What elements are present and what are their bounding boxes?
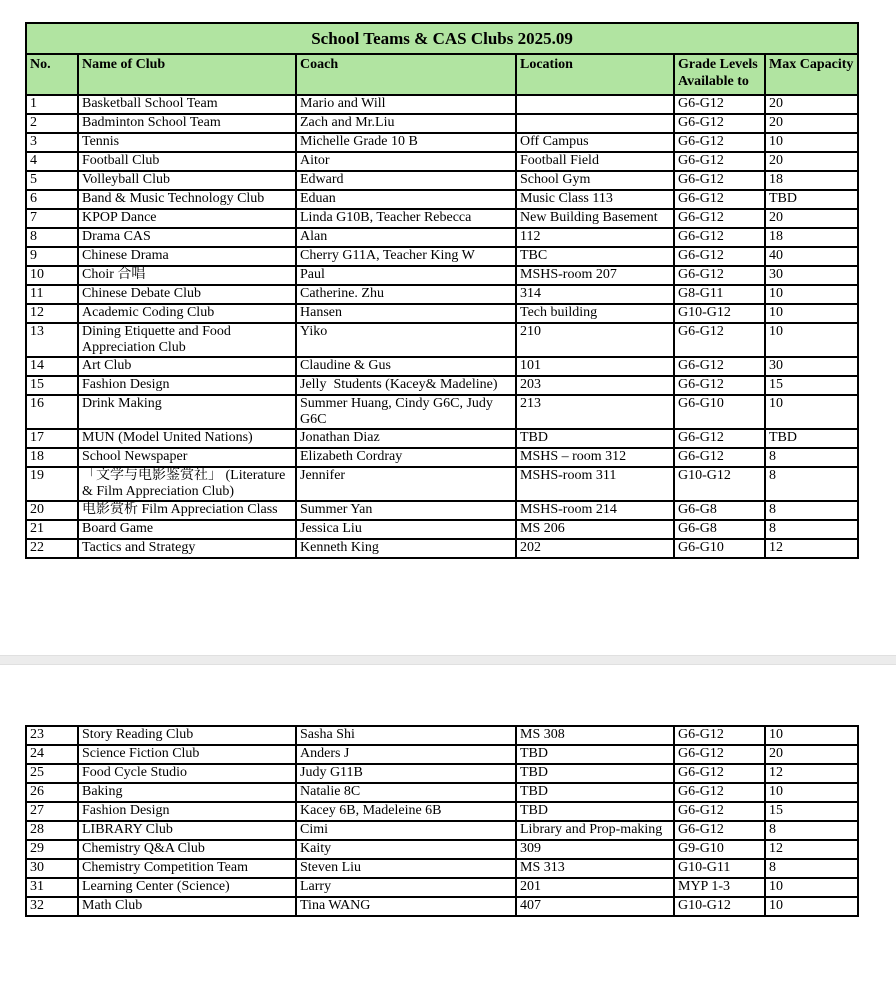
table-row bbox=[26, 726, 858, 745]
cell-coach: Jessica Liu bbox=[296, 520, 516, 539]
cell-capacity: 10 bbox=[765, 323, 858, 357]
cell-grades: G6-G12 bbox=[674, 764, 765, 783]
cell-coach: Michelle Grade 10 B bbox=[296, 133, 516, 152]
cell-grades: G6-G12 bbox=[674, 133, 765, 152]
cell-location: 309 bbox=[516, 840, 674, 859]
cell-capacity: 18 bbox=[765, 171, 858, 190]
cell-name: 电影赏析 Film Appreciation Class bbox=[78, 501, 296, 520]
cell-grades: G6-G12 bbox=[674, 448, 765, 467]
table-row bbox=[26, 520, 858, 539]
cell-no: 11 bbox=[26, 285, 78, 304]
cell-coach: Hansen bbox=[296, 304, 516, 323]
cell-name: School Newspaper bbox=[78, 448, 296, 467]
cell-coach: Sasha Shi bbox=[296, 726, 516, 745]
cell-name: KPOP Dance bbox=[78, 209, 296, 228]
cell-name: Chemistry Q&A Club bbox=[78, 840, 296, 859]
cell-no: 3 bbox=[26, 133, 78, 152]
cell-grades: G6-G12 bbox=[674, 821, 765, 840]
cell-no: 14 bbox=[26, 357, 78, 376]
table-row bbox=[26, 802, 858, 821]
cell-location: Library and Prop-making bbox=[516, 821, 674, 840]
table-title-row bbox=[26, 23, 858, 54]
table-row bbox=[26, 357, 858, 376]
cell-location: MS 313 bbox=[516, 859, 674, 878]
table-row bbox=[26, 228, 858, 247]
column-header-location: Location bbox=[516, 54, 674, 95]
cell-coach: Edward bbox=[296, 171, 516, 190]
cell-location: MSHS-room 214 bbox=[516, 501, 674, 520]
cell-name: Board Game bbox=[78, 520, 296, 539]
table-row bbox=[26, 539, 858, 558]
table-body-page2 bbox=[26, 726, 858, 916]
cell-coach: Eduan bbox=[296, 190, 516, 209]
cell-capacity: 30 bbox=[765, 266, 858, 285]
cell-capacity: 8 bbox=[765, 520, 858, 539]
cell-capacity: 8 bbox=[765, 448, 858, 467]
cell-capacity: 10 bbox=[765, 133, 858, 152]
cell-name: 「文学与电影鉴赏社」 (Literature & Film Appreciation Club) bbox=[78, 467, 296, 501]
cell-name: LIBRARY Club bbox=[78, 821, 296, 840]
cell-capacity: 12 bbox=[765, 539, 858, 558]
cell-grades: G6-G8 bbox=[674, 520, 765, 539]
clubs-table-page2 bbox=[25, 725, 859, 917]
cell-name: Dining Etiquette and Food Appreciation Club bbox=[78, 323, 296, 357]
cell-name: Badminton School Team bbox=[78, 114, 296, 133]
table-row bbox=[26, 247, 858, 266]
cell-name: Art Club bbox=[78, 357, 296, 376]
cell-location: MSHS-room 311 bbox=[516, 467, 674, 501]
table-row bbox=[26, 764, 858, 783]
cell-coach: Kaity bbox=[296, 840, 516, 859]
cell-capacity: 10 bbox=[765, 783, 858, 802]
cell-location: Tech building bbox=[516, 304, 674, 323]
table-row bbox=[26, 95, 858, 114]
cell-name: Chinese Drama bbox=[78, 247, 296, 266]
cell-location: 407 bbox=[516, 897, 674, 916]
cell-coach: Cimi bbox=[296, 821, 516, 840]
cell-coach: Jelly Students (Kacey& Madeline) bbox=[296, 376, 516, 395]
cell-location: School Gym bbox=[516, 171, 674, 190]
cell-capacity: TBD bbox=[765, 429, 858, 448]
table-row bbox=[26, 376, 858, 395]
cell-capacity: 10 bbox=[765, 395, 858, 429]
cell-grades: G6-G10 bbox=[674, 395, 765, 429]
cell-no: 19 bbox=[26, 467, 78, 501]
cell-no: 10 bbox=[26, 266, 78, 285]
cell-location: TBD bbox=[516, 783, 674, 802]
cell-coach: Steven Liu bbox=[296, 859, 516, 878]
cell-capacity: 12 bbox=[765, 764, 858, 783]
cell-grades: G6-G12 bbox=[674, 357, 765, 376]
cell-no: 20 bbox=[26, 501, 78, 520]
cell-coach: Claudine & Gus bbox=[296, 357, 516, 376]
cell-coach: Aitor bbox=[296, 152, 516, 171]
cell-capacity: 10 bbox=[765, 726, 858, 745]
cell-no: 29 bbox=[26, 840, 78, 859]
cell-coach: Elizabeth Cordray bbox=[296, 448, 516, 467]
cell-capacity: TBD bbox=[765, 190, 858, 209]
table-row bbox=[26, 395, 858, 429]
table-row bbox=[26, 840, 858, 859]
cell-location: TBD bbox=[516, 764, 674, 783]
cell-coach: Judy G11B bbox=[296, 764, 516, 783]
cell-location: MS 206 bbox=[516, 520, 674, 539]
cell-name: Academic Coding Club bbox=[78, 304, 296, 323]
cell-location bbox=[516, 114, 674, 133]
column-header-grades: Grade Levels Available to bbox=[674, 54, 765, 95]
cell-no: 26 bbox=[26, 783, 78, 802]
table-row bbox=[26, 304, 858, 323]
table-row bbox=[26, 285, 858, 304]
cell-no: 28 bbox=[26, 821, 78, 840]
cell-grades: G6-G12 bbox=[674, 171, 765, 190]
cell-capacity: 15 bbox=[765, 802, 858, 821]
cell-coach: Summer Yan bbox=[296, 501, 516, 520]
cell-name: Story Reading Club bbox=[78, 726, 296, 745]
cell-capacity: 10 bbox=[765, 897, 858, 916]
cell-location bbox=[516, 95, 674, 114]
cell-no: 15 bbox=[26, 376, 78, 395]
cell-capacity: 30 bbox=[765, 357, 858, 376]
cell-name: Fashion Design bbox=[78, 802, 296, 821]
cell-no: 24 bbox=[26, 745, 78, 764]
cell-grades: G6-G8 bbox=[674, 501, 765, 520]
cell-capacity: 20 bbox=[765, 209, 858, 228]
cell-no: 17 bbox=[26, 429, 78, 448]
table-title: School Teams & CAS Clubs 2025.09 bbox=[26, 23, 858, 54]
cell-coach: Paul bbox=[296, 266, 516, 285]
table-body-page1 bbox=[26, 95, 858, 558]
cell-no: 25 bbox=[26, 764, 78, 783]
cell-location: 202 bbox=[516, 539, 674, 558]
cell-coach: Jonathan Diaz bbox=[296, 429, 516, 448]
cell-grades: G6-G12 bbox=[674, 783, 765, 802]
cell-coach: Zach and Mr.Liu bbox=[296, 114, 516, 133]
cell-grades: G8-G11 bbox=[674, 285, 765, 304]
cell-grades: MYP 1-3 bbox=[674, 878, 765, 897]
clubs-table-page1 bbox=[25, 22, 859, 559]
table-row bbox=[26, 821, 858, 840]
cell-name: Tennis bbox=[78, 133, 296, 152]
cell-location: MS 308 bbox=[516, 726, 674, 745]
cell-no: 31 bbox=[26, 878, 78, 897]
cell-no: 7 bbox=[26, 209, 78, 228]
column-header-coach: Coach bbox=[296, 54, 516, 95]
cell-grades: G6-G12 bbox=[674, 209, 765, 228]
cell-location: Off Campus bbox=[516, 133, 674, 152]
cell-location: TBD bbox=[516, 429, 674, 448]
table-row bbox=[26, 783, 858, 802]
cell-no: 30 bbox=[26, 859, 78, 878]
cell-capacity: 10 bbox=[765, 304, 858, 323]
cell-name: Food Cycle Studio bbox=[78, 764, 296, 783]
cell-capacity: 20 bbox=[765, 114, 858, 133]
cell-no: 4 bbox=[26, 152, 78, 171]
cell-location: Football Field bbox=[516, 152, 674, 171]
cell-grades: G6-G12 bbox=[674, 228, 765, 247]
cell-grades: G10-G12 bbox=[674, 304, 765, 323]
cell-grades: G6-G12 bbox=[674, 726, 765, 745]
cell-name: MUN (Model United Nations) bbox=[78, 429, 296, 448]
table-row bbox=[26, 429, 858, 448]
cell-name: Drama CAS bbox=[78, 228, 296, 247]
cell-coach: Natalie 8C bbox=[296, 783, 516, 802]
column-header-row bbox=[26, 54, 858, 95]
cell-location: TBD bbox=[516, 745, 674, 764]
cell-capacity: 40 bbox=[765, 247, 858, 266]
cell-capacity: 10 bbox=[765, 878, 858, 897]
cell-no: 8 bbox=[26, 228, 78, 247]
cell-no: 12 bbox=[26, 304, 78, 323]
cell-location: MSHS – room 312 bbox=[516, 448, 674, 467]
cell-no: 9 bbox=[26, 247, 78, 266]
cell-location: 314 bbox=[516, 285, 674, 304]
table-row bbox=[26, 171, 858, 190]
table-row bbox=[26, 859, 858, 878]
cell-coach: Alan bbox=[296, 228, 516, 247]
cell-no: 22 bbox=[26, 539, 78, 558]
cell-capacity: 20 bbox=[765, 95, 858, 114]
cell-location: 210 bbox=[516, 323, 674, 357]
cell-coach: Cherry G11A, Teacher King W bbox=[296, 247, 516, 266]
cell-capacity: 8 bbox=[765, 501, 858, 520]
cell-name: Math Club bbox=[78, 897, 296, 916]
table-row bbox=[26, 448, 858, 467]
cell-location: 112 bbox=[516, 228, 674, 247]
cell-coach: Kacey 6B, Madeleine 6B bbox=[296, 802, 516, 821]
cell-capacity: 8 bbox=[765, 859, 858, 878]
cell-name: Science Fiction Club bbox=[78, 745, 296, 764]
table-row bbox=[26, 209, 858, 228]
cell-grades: G10-G11 bbox=[674, 859, 765, 878]
cell-coach: Tina WANG bbox=[296, 897, 516, 916]
cell-coach: Mario and Will bbox=[296, 95, 516, 114]
cell-grades: G6-G12 bbox=[674, 376, 765, 395]
table-row bbox=[26, 501, 858, 520]
cell-name: Choir 合唱 bbox=[78, 266, 296, 285]
cell-location: TBD bbox=[516, 802, 674, 821]
cell-name: Band & Music Technology Club bbox=[78, 190, 296, 209]
cell-no: 18 bbox=[26, 448, 78, 467]
cell-coach: Anders J bbox=[296, 745, 516, 764]
cell-grades: G9-G10 bbox=[674, 840, 765, 859]
cell-coach: Summer Huang, Cindy G6C, Judy G6C bbox=[296, 395, 516, 429]
cell-no: 21 bbox=[26, 520, 78, 539]
cell-grades: G6-G12 bbox=[674, 802, 765, 821]
column-header-capacity: Max Capacity bbox=[765, 54, 858, 95]
table-row bbox=[26, 467, 858, 501]
cell-no: 27 bbox=[26, 802, 78, 821]
cell-capacity: 12 bbox=[765, 840, 858, 859]
table-row bbox=[26, 897, 858, 916]
table-row bbox=[26, 266, 858, 285]
cell-no: 2 bbox=[26, 114, 78, 133]
cell-grades: G6-G10 bbox=[674, 539, 765, 558]
cell-name: Chemistry Competition Team bbox=[78, 859, 296, 878]
cell-location: 213 bbox=[516, 395, 674, 429]
cell-location: Music Class 113 bbox=[516, 190, 674, 209]
cell-grades: G6-G12 bbox=[674, 429, 765, 448]
cell-coach: Yiko bbox=[296, 323, 516, 357]
table-row bbox=[26, 878, 858, 897]
cell-no: 32 bbox=[26, 897, 78, 916]
cell-grades: G6-G12 bbox=[674, 323, 765, 357]
cell-capacity: 8 bbox=[765, 821, 858, 840]
cell-grades: G6-G12 bbox=[674, 114, 765, 133]
cell-location: MSHS-room 207 bbox=[516, 266, 674, 285]
column-header-name: Name of Club bbox=[78, 54, 296, 95]
cell-coach: Kenneth King bbox=[296, 539, 516, 558]
cell-capacity: 20 bbox=[765, 745, 858, 764]
cell-capacity: 18 bbox=[765, 228, 858, 247]
cell-location: New Building Basement bbox=[516, 209, 674, 228]
table-row bbox=[26, 745, 858, 764]
cell-location: 203 bbox=[516, 376, 674, 395]
cell-grades: G6-G12 bbox=[674, 247, 765, 266]
cell-no: 23 bbox=[26, 726, 78, 745]
cell-name: Drink Making bbox=[78, 395, 296, 429]
table-row bbox=[26, 114, 858, 133]
table-row bbox=[26, 190, 858, 209]
cell-capacity: 20 bbox=[765, 152, 858, 171]
cell-capacity: 15 bbox=[765, 376, 858, 395]
cell-coach: Jennifer bbox=[296, 467, 516, 501]
cell-coach: Linda G10B, Teacher Rebecca bbox=[296, 209, 516, 228]
cell-no: 13 bbox=[26, 323, 78, 357]
cell-name: Learning Center (Science) bbox=[78, 878, 296, 897]
cell-name: Volleyball Club bbox=[78, 171, 296, 190]
cell-name: Chinese Debate Club bbox=[78, 285, 296, 304]
cell-grades: G6-G12 bbox=[674, 266, 765, 285]
cell-location: 101 bbox=[516, 357, 674, 376]
cell-grades: G6-G12 bbox=[674, 745, 765, 764]
cell-no: 16 bbox=[26, 395, 78, 429]
cell-coach: Catherine. Zhu bbox=[296, 285, 516, 304]
cell-coach: Larry bbox=[296, 878, 516, 897]
cell-grades: G6-G12 bbox=[674, 95, 765, 114]
cell-no: 6 bbox=[26, 190, 78, 209]
cell-name: Basketball School Team bbox=[78, 95, 296, 114]
cell-no: 5 bbox=[26, 171, 78, 190]
cell-location: 201 bbox=[516, 878, 674, 897]
table-row bbox=[26, 323, 858, 357]
cell-location: TBC bbox=[516, 247, 674, 266]
cell-name: Fashion Design bbox=[78, 376, 296, 395]
cell-name: Baking bbox=[78, 783, 296, 802]
cell-grades: G10-G12 bbox=[674, 897, 765, 916]
cell-grades: G6-G12 bbox=[674, 190, 765, 209]
cell-name: Tactics and Strategy bbox=[78, 539, 296, 558]
cell-capacity: 8 bbox=[765, 467, 858, 501]
cell-capacity: 10 bbox=[765, 285, 858, 304]
cell-grades: G10-G12 bbox=[674, 467, 765, 501]
page-break-gap bbox=[0, 655, 896, 665]
table-row bbox=[26, 133, 858, 152]
cell-name: Football Club bbox=[78, 152, 296, 171]
cell-grades: G6-G12 bbox=[674, 152, 765, 171]
column-header-no: No. bbox=[26, 54, 78, 95]
cell-no: 1 bbox=[26, 95, 78, 114]
table-row bbox=[26, 152, 858, 171]
